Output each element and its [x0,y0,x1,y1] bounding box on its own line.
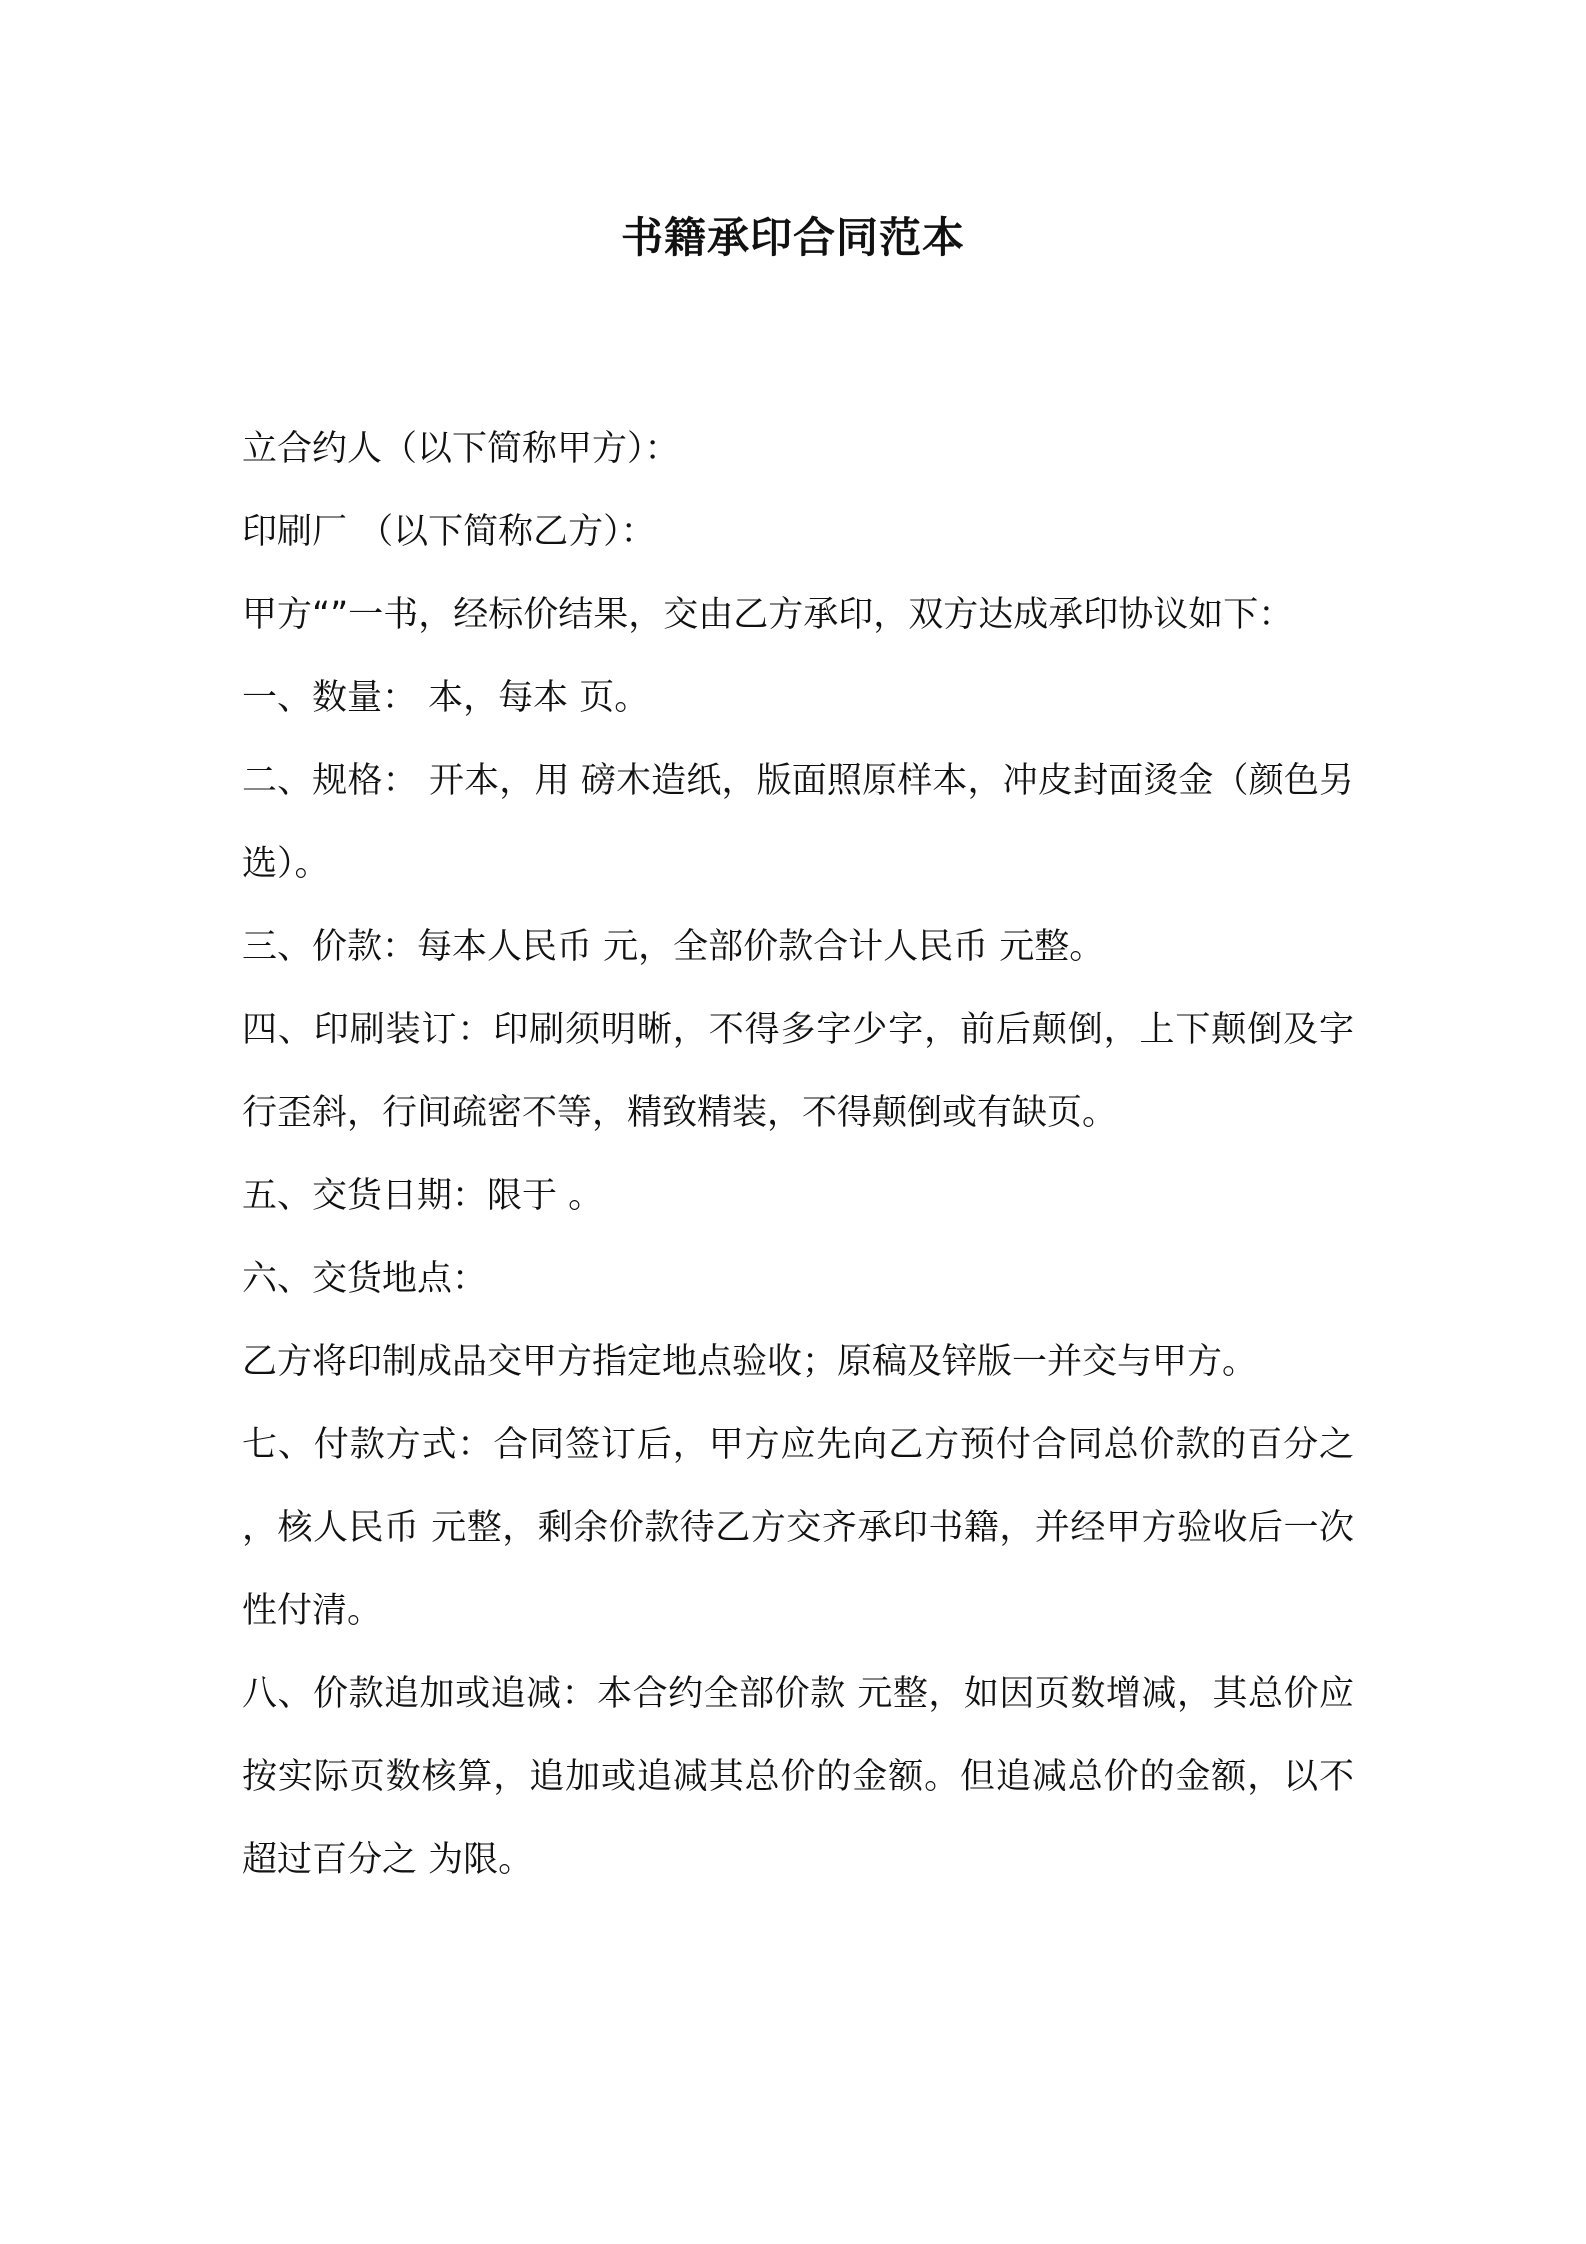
paragraph-quantity: 一、数量： 本，每本 页。 [242,678,650,718]
paragraph-delivery-date: 五、交货日期：限于 。 [242,1176,604,1216]
paragraph-party-a: 立合约人（以下简称甲方）： [242,429,680,469]
paragraph-printing-binding: 四、印刷装订：印刷须明晰，不得多字少字，前后颠倒，上下颠倒及字行歪斜，行间疏密不等，精致精装，不得颠倒或有缺页。 [242,1010,1354,1133]
paragraph-delivery-location: 六、交货地点： [242,1259,488,1299]
paragraph-payment-method: 七、付款方式：合同签订后，甲方应先向乙方预付合同总价款的百分之 ，核人民币 元整，剩余价款待乙方交齐承印书籍，并经甲方验收后一次性付清。 [242,1425,1354,1631]
paragraph-delivery-inspection: 乙方将印制成品交甲方指定地点验收；原稿及锌版一并交与甲方。 [242,1342,1258,1382]
paragraph-agreement-intro: 甲方“”一书，经标价结果，交由乙方承印，双方达成承印协议如下： [242,595,1294,635]
paragraph-specification: 二、规格： 开本，用 磅木造纸，版面照原样本，冲皮封面烫金（颜色另选）。 [242,761,1354,884]
paragraph-price: 三、价款：每本人民币 元，全部价款合计人民币 元整。 [242,927,1105,967]
document-title: 书籍承印合同范本 [620,213,965,262]
document-body [242,408,1354,1902]
paragraph-price-adjustment: 八、价款追加或追减：本合约全部价款 元整，如因页数增减，其总价应按实际页数核算，追加或追减其总价的金额。但追减总价的金额，以不超过百分之 为限。 [242,1674,1354,1880]
paragraph-party-b: 印刷厂 （以下简称乙方）： [242,512,656,552]
